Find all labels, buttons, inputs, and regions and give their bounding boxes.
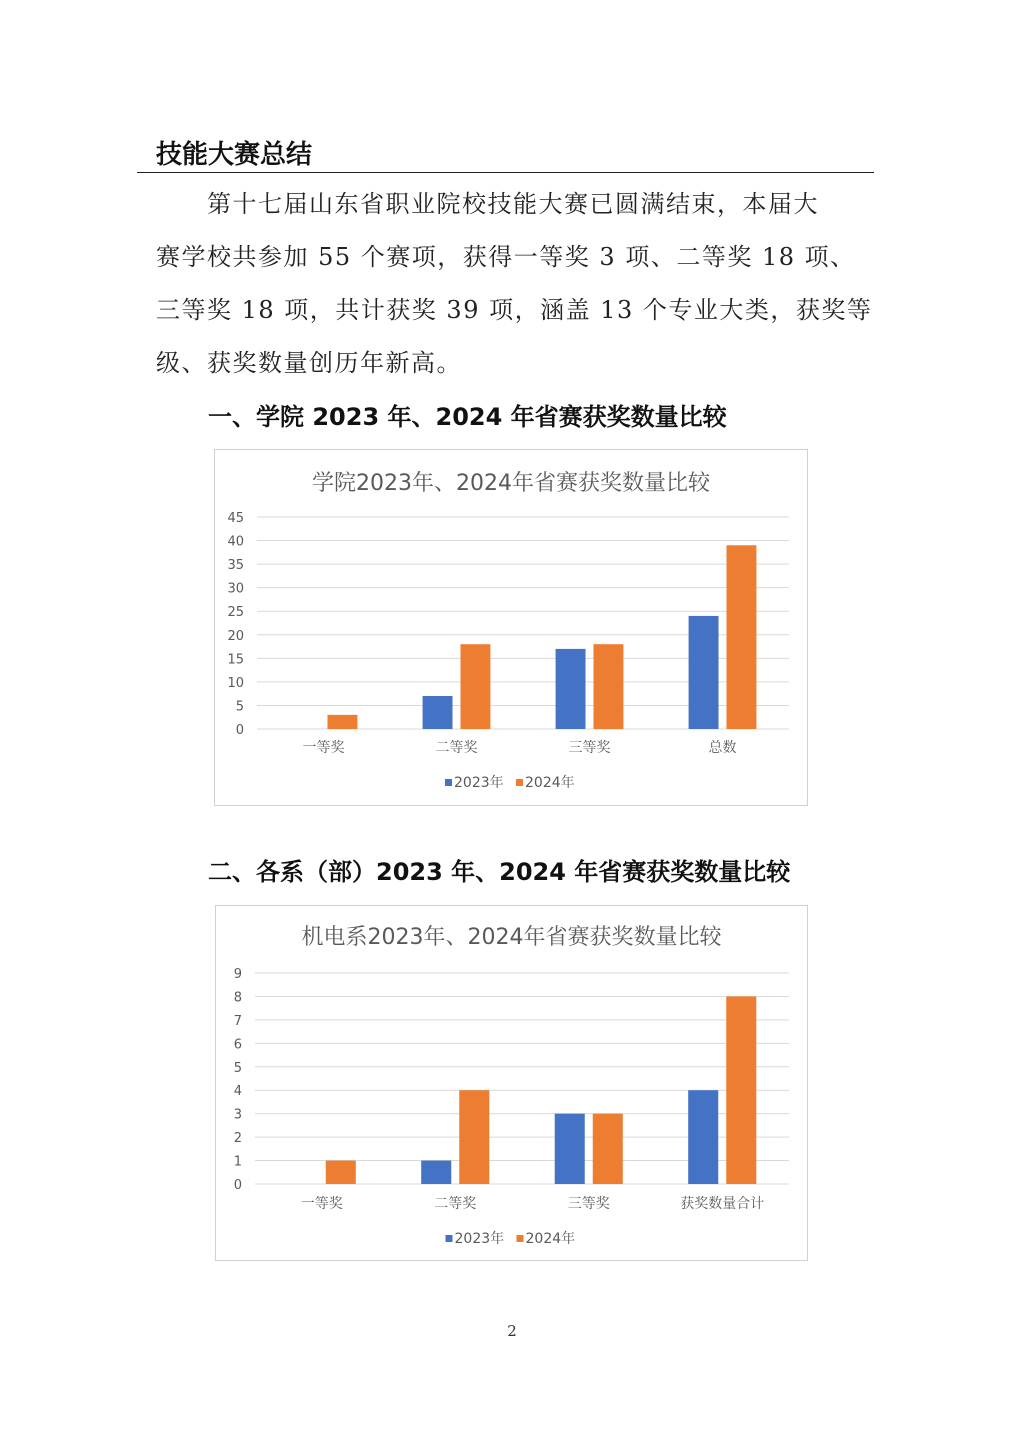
chart-title: 机电系2023年、2024年省赛获奖数量比较 [301,925,722,950]
y-tick-label: 7 [233,1013,242,1029]
bar-2024年-二等奖 [459,1090,489,1184]
college-chart [214,449,808,806]
y-tick-label: 3 [233,1107,242,1123]
bar-2023年-总数 [689,616,719,729]
category-label: 一等奖 [302,740,345,756]
category-label: 三等奖 [567,1196,610,1212]
title-underline [137,172,874,173]
paragraph-line: 三等奖 18 项，共计获奖 39 项，涵盖 13 个专业大类，获奖等 [156,296,873,324]
bar-2023年-三等奖 [556,649,586,729]
bar-2023年-二等奖 [423,696,453,729]
y-tick-label: 10 [227,675,244,691]
department-chart-svg [216,906,807,1260]
legend-label: 2023年 [454,775,504,791]
bar-2024年-三等奖 [593,1114,623,1184]
category-label: 总数 [708,740,737,756]
y-tick-label: 0 [233,1178,242,1193]
y-tick-label: 40 [227,534,244,550]
bar-2024年-二等奖 [460,644,490,729]
paragraph-line: 赛学校共参加 55 个赛项，获得一等奖 3 项、二等奖 18 项、 [156,243,856,271]
y-tick-label: 15 [227,652,244,668]
bar-2024年-三等奖 [593,644,623,729]
legend-swatch [517,1235,524,1242]
category-label: 二等奖 [434,1196,477,1212]
category-label: 一等奖 [300,1196,343,1212]
section-heading-departments: 二、各系（部）2023 年、2024 年省赛获奖数量比较 [208,858,791,886]
y-tick-label: 5 [233,1060,242,1076]
y-tick-label: 35 [227,558,244,574]
y-tick-label: 45 [227,511,244,526]
y-tick-label: 0 [235,723,244,738]
bar-2024年-一等奖 [327,715,357,729]
bar-2023年-二等奖 [421,1161,451,1184]
category-label: 三等奖 [568,740,611,756]
bar-2023年-获奖数量合计 [688,1090,718,1184]
legend-label: 2024年 [525,775,575,791]
y-tick-label: 25 [227,605,244,621]
y-tick-label: 8 [233,990,242,1006]
y-tick-label: 1 [233,1154,242,1170]
section-heading-college: 一、学院 2023 年、2024 年省赛获奖数量比较 [208,403,727,431]
y-tick-label: 6 [233,1037,242,1053]
bar-2023年-三等奖 [555,1114,585,1184]
category-label: 二等奖 [435,740,478,756]
legend-swatch [516,779,523,786]
y-tick-label: 5 [235,699,244,715]
y-tick-label: 20 [227,628,244,644]
y-tick-label: 9 [233,967,242,982]
page-number: 2 [507,1322,517,1340]
y-tick-label: 30 [227,581,244,597]
document-title: 技能大赛总结 [156,140,313,170]
y-tick-label: 4 [233,1084,242,1100]
legend-swatch [445,779,452,786]
college-chart-svg [215,450,807,805]
y-tick-label: 2 [233,1131,242,1147]
bar-2024年-总数 [726,545,756,729]
department-chart [215,905,808,1261]
paragraph-line: 第十七届山东省职业院校技能大赛已圆满结束，本届大 [156,190,819,218]
summary-paragraph [156,178,874,390]
legend-label: 2023年 [454,1231,505,1247]
bar-2024年-获奖数量合计 [726,996,756,1184]
bar-2024年-一等奖 [326,1161,356,1184]
chart-title: 学院2023年、2024年省赛获奖数量比较 [312,471,710,496]
paragraph-line: 级、获奖数量创历年新高。 [156,349,462,377]
legend-swatch [446,1235,453,1242]
category-label: 获奖数量合计 [680,1196,765,1212]
legend-label: 2024年 [525,1231,576,1247]
